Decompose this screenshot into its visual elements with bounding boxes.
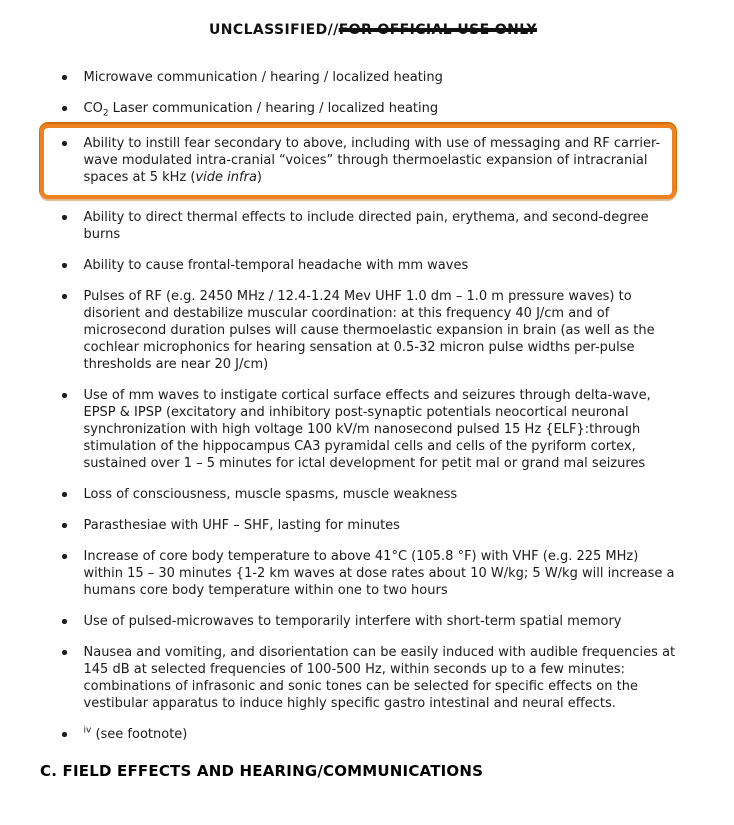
classification-struck-text: FOR OFFICIAL USE ONLY [338,22,537,38]
bullet-text-segment: ) [256,170,262,185]
bullet-dot-icon [62,294,67,299]
bullet-dot-icon [62,106,67,111]
bullet-item [62,257,676,274]
bullet-text-segment: Pulses of RF (e.g. 2450 MHz / 12.4-1.24 Mev UHF 1.0 dm – 1.0 m pressure waves) to disorient and destabilize muscular coordination: at this frequency 40 J/cm and of microsecond duration pulses will cause thermoelastic expansion in brain (as well as the cochlear microphonics for hearing sensation at 0.5-32 micron pulse widths per-pulse thresholds are near 20 J/cm) [83,289,655,372]
bullet-text-segment: Increase of core body temperature to above 41°C (105.8 °F) with VHF (e.g. 225 MHz) within 15 – 30 minutes {1-2 km waves at dose rates about 10 W/kg; 5 W/kg will increase a humans core body temperature within one to two hours [83,549,675,598]
bullet-text-segment: Laser communication / hearing / localized heating [108,101,439,116]
bullet-text-segment: Parasthesiae with UHF – SHF, lasting for minutes [83,518,400,533]
bullet-dot-icon [62,393,67,398]
bullet-text-segment: Use of pulsed-microwaves to temporarily interfere with short-term spatial memory [83,614,622,629]
bullet-dot-icon [62,523,67,528]
bullet-dot-icon [62,215,67,220]
bullet-item [62,69,676,86]
bullet-item [62,613,676,630]
bullet-text [84,257,677,274]
bullet-text [84,387,677,472]
bullet-dot-icon [62,75,67,80]
bullet-item-highlighted [40,124,676,199]
bullet-list [40,69,676,743]
bullet-dot-icon [62,619,67,624]
bullet-text [84,548,677,599]
bullet-item [62,100,676,117]
bullet-text-segment: (see footnote) [91,727,188,742]
bullet-text-segment: iv [83,725,92,736]
section-heading: C. FIELD EFFECTS AND HEARING/COMMUNICATIONS [40,762,484,780]
bullet-dot-icon [62,650,67,655]
bullet-item [62,548,676,599]
bullet-text-segment: Nausea and vomiting, and disorientation can be easily induced with audible frequencies at 145 dB at selected frequencies of 100-500 Hz, within seconds up to a few minutes: combinations of infrasonic and sonic tones can be selected for specific effects on the vestibular apparatus to induce highly specific gastro intestinal and neural effects. [83,645,676,711]
bullet-dot-icon [62,732,67,737]
bullet-dot-icon [62,263,67,268]
bullet-text [84,644,677,712]
bullet-item [62,726,676,743]
bullet-text-segment: Loss of consciousness, muscle spasms, muscle weakness [83,487,458,502]
bullet-dot-icon [62,492,67,497]
bullet-text [84,135,665,186]
bullet-text [84,486,677,503]
bullet-item [62,387,676,472]
bullet-text-segment: Ability to direct thermal effects to include directed pain, erythema, and second-degree burns [83,210,649,242]
bullet-text-segment: Microwave communication / hearing / localized heating [83,70,443,85]
bullet-item [62,209,676,243]
bullet-text [84,613,677,630]
classification-header [40,22,676,39]
bullet-text [84,209,677,243]
bullet-text-segment: 2 [102,108,109,119]
bullet-text [84,100,677,117]
bullet-text-segment: vide infra [195,170,257,185]
bullet-item [62,288,676,373]
bullet-item [62,644,676,712]
bullet-text [84,69,677,86]
bullet-text-segment: CO [83,101,103,116]
bullet-item [62,517,676,534]
bullet-item [62,486,676,503]
bullet-dot-icon [62,141,67,146]
bullet-text-segment: Ability to instill fear secondary to above, including with use of messaging and RF carrier-wave modulated intra-cranial “voices” through thermoelastic expansion of intracranial spaces at 5 kHz ( [83,136,661,185]
bullet-text [84,288,677,373]
bullet-text-segment: Use of mm waves to instigate cortical surface effects and seizures through delta-wave, EPSP & IPSP (excitatory and inhibitory post-synaptic potentials neocortical neuronal synchronization with high voltage 100 kV/m nanosecond pulsed 15 Hz {ELF}:through stimulation of the hippocampus CA3 pyramidal cells and cells of the pyriform cortex, sustained over 1 – 5 minutes for ictal development for petit mal or grand mal seizures [83,388,651,471]
bullet-dot-icon [62,554,67,559]
bullet-text-segment: Ability to cause frontal-temporal headache with mm waves [83,258,469,273]
bullet-text [84,517,677,534]
classification-prefix: UNCLASSIFIED// [209,22,339,38]
bullet-text [84,726,677,743]
